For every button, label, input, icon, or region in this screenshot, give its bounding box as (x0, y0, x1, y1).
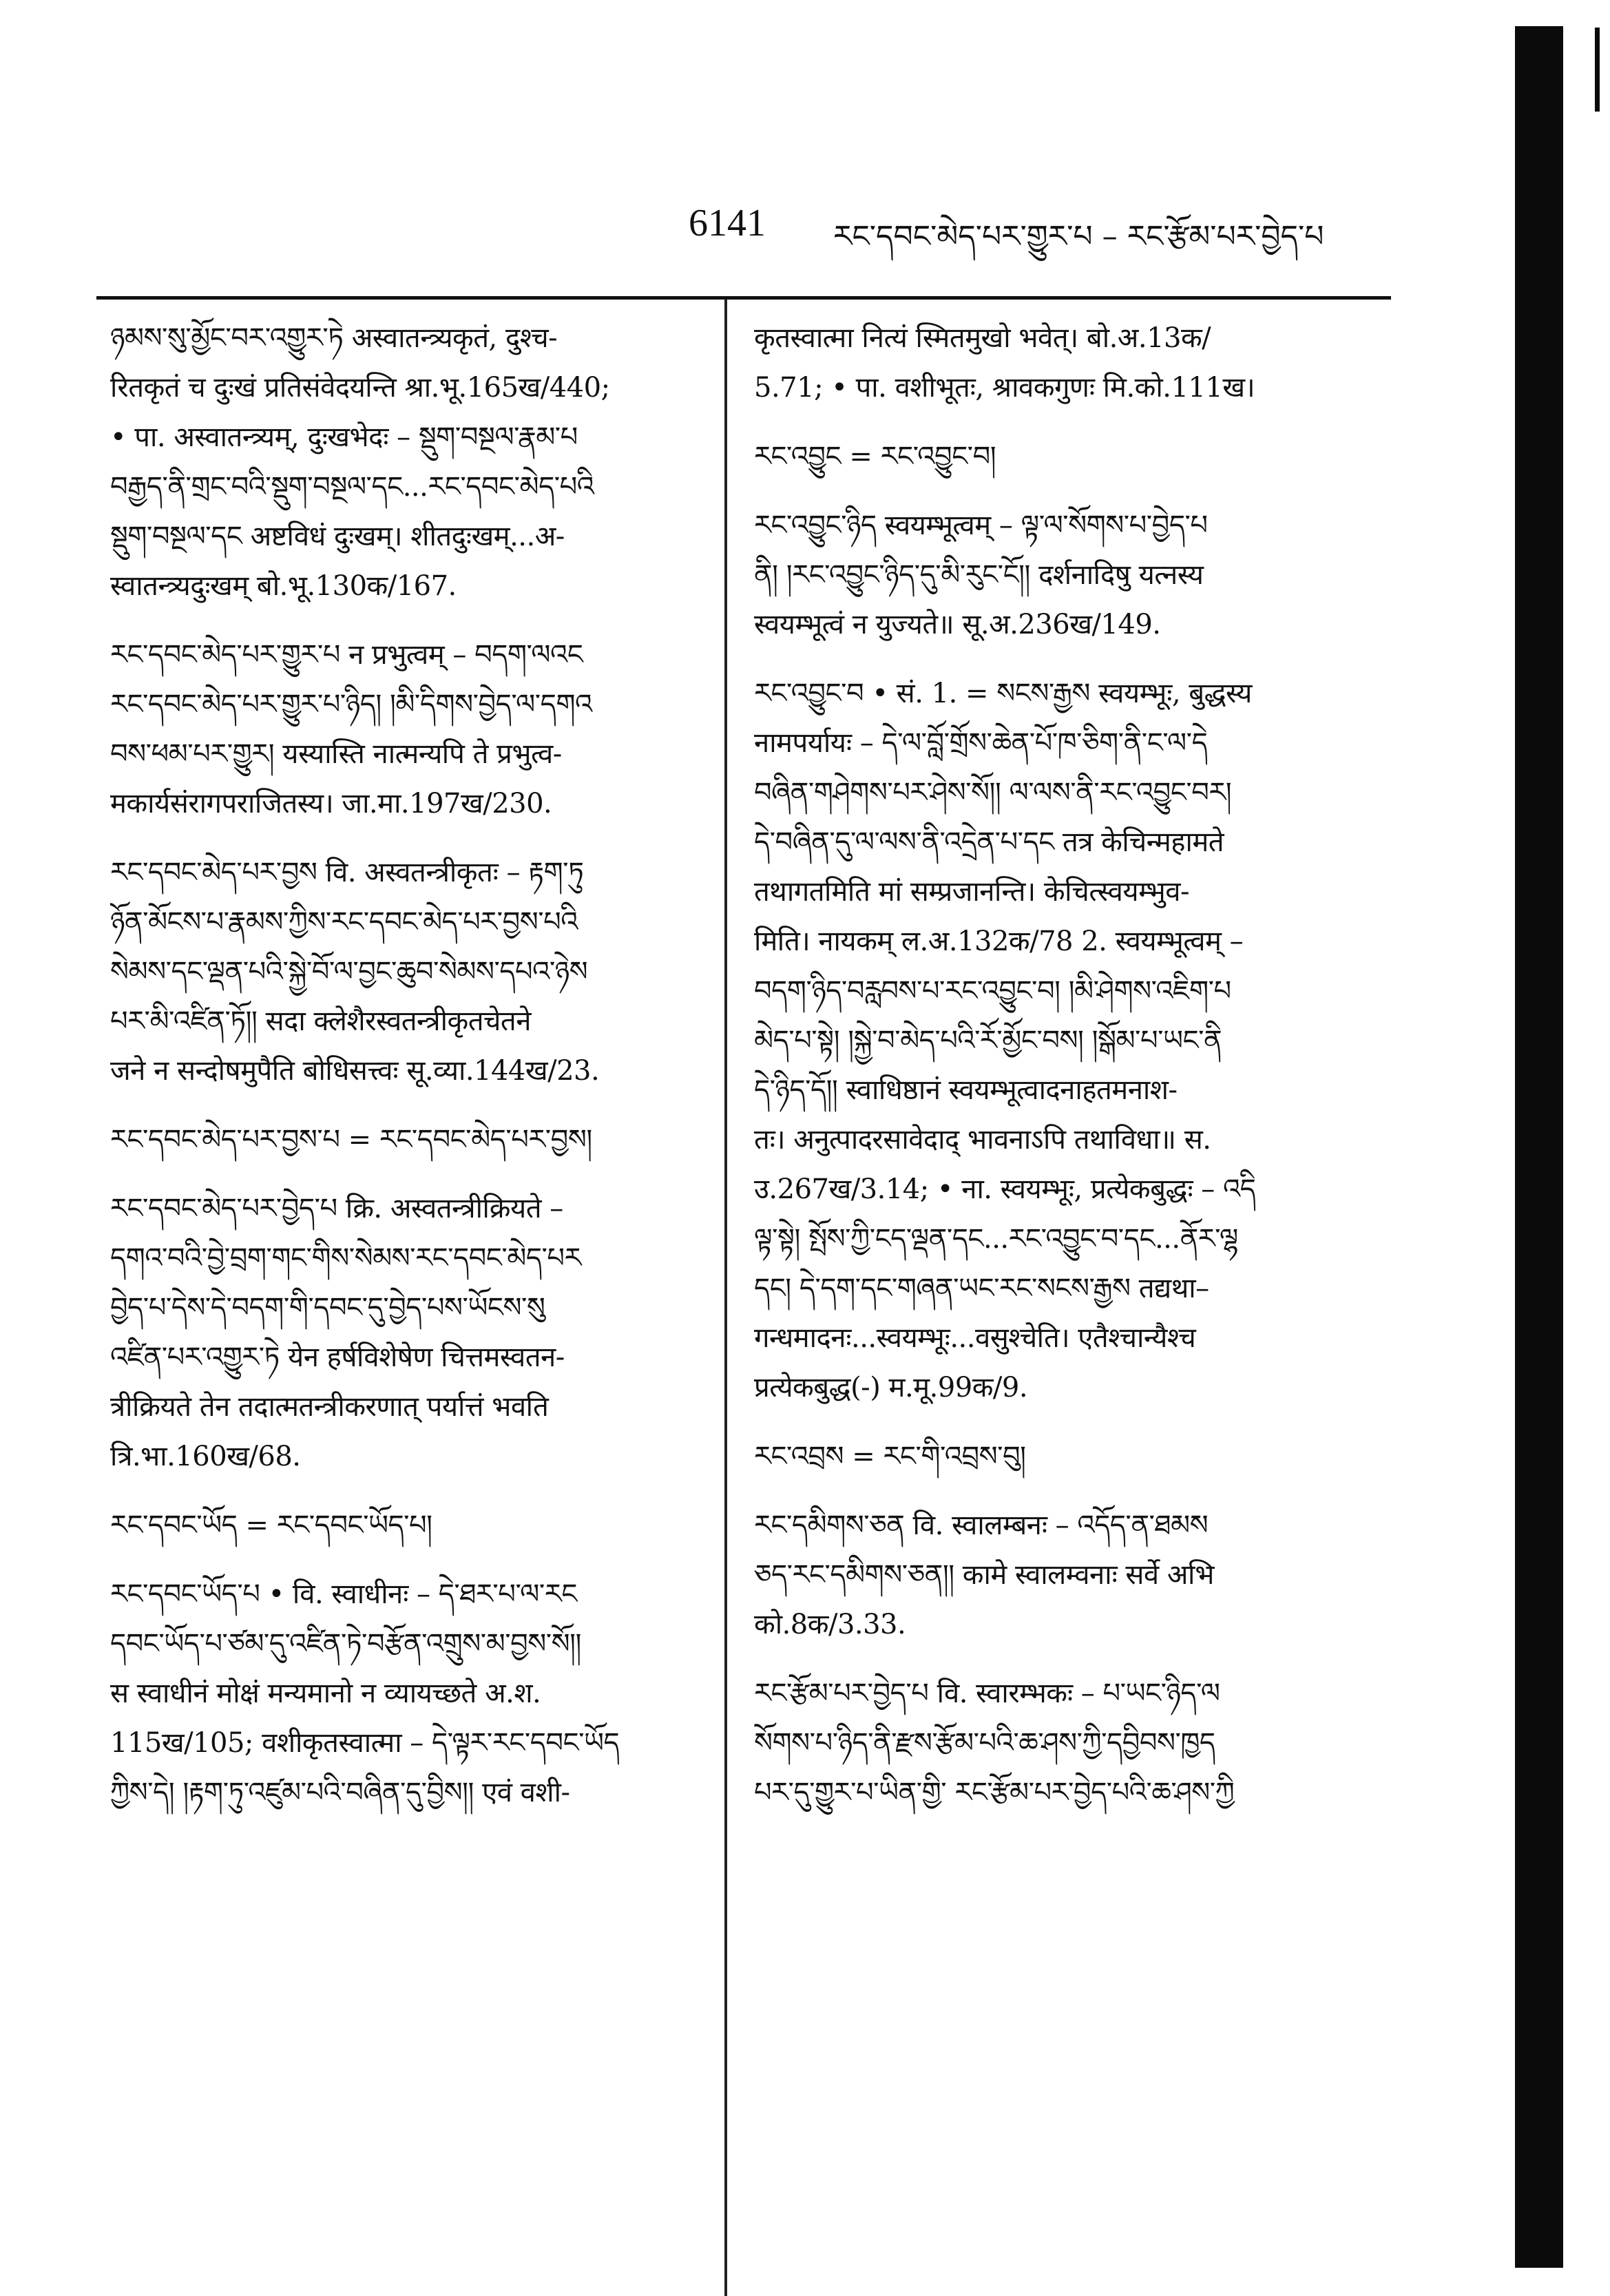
dictionary-entry (754, 501, 1367, 649)
entry-gap (110, 1096, 723, 1115)
dictionary-entry (754, 313, 1367, 413)
entry-gap (754, 649, 1367, 669)
entry-line: स्वयम्भूत्वं न युज्यते॥ सू.अ.236ख/149. (754, 609, 1161, 640)
entry-line: བཞིན་གཤེགས་པར་ཤེས་སོ།། ལ་ལས་ནི་རང་འབྱུང་བར། (754, 777, 1232, 808)
entry-line: རང་དམིགས་ཅན वि. स्वालम्बनः – འདོད་ན་ཐམས (754, 1510, 1209, 1541)
entry-line: བརྒྱད་ནི་གྲང་བའི་སྡུག་བསྔལ་དང...རང་དབང་མེད་པའི (110, 471, 594, 503)
entry-line: प्रत्येकबुद्ध(-) म.मू.99क/9. (754, 1372, 1028, 1403)
dictionary-entry (754, 1432, 1367, 1481)
entry-line: स्वातन्त्र्यदुःखम् बो.भू.130क/167. (110, 570, 457, 602)
entry-line: ཉམས་སུ་མྱོང་བར་འགྱུར་ཏེ अस्वातन्त्र्यकृतं, दुश्च- (110, 322, 558, 354)
entry-line: त्रि.भा.160ख/68. (110, 1441, 301, 1472)
entry-line: རང་རྩོམ་པར་བྱེད་པ वि. स्वारम्भकः – པ་ཡང་ཉིད་ལ (754, 1678, 1220, 1709)
entry-line: དེ་ཉིད་དོ།། स्वाधिष्ठानं स्वयम्भूत्वादनाहतमनाश- (754, 1074, 1178, 1106)
entry-gap (110, 828, 723, 848)
entry-gap (754, 413, 1367, 432)
entry-line: जने न सन्दोषमुपैति बोधिसत्त्वः सू.व्या.144ख/23. (110, 1055, 600, 1087)
entry-line: रितकृतं च दुःखं प्रतिसंवेदयन्ति श्रा.भू.165ख/440; (110, 372, 610, 404)
entry-gap (110, 611, 723, 630)
entry-line: དབང་ཡོད་པ་ཙམ་དུ་འཛིན་ཏེ་བརྩོན་འགྲུས་མ་བྱས་སོ།། (110, 1628, 581, 1660)
entry-line: ནི། །རང་འབྱུང་ཉིད་དུ་མི་རུང་ངོ།། दर्शनादिषु यत्नस्य (754, 559, 1204, 591)
entry-gap (754, 1649, 1367, 1669)
entry-line: मिति। नायकम् ल.अ.132क/78 2. स्वयम्भूत्वम् – (754, 926, 1244, 957)
dictionary-entry (754, 669, 1367, 1412)
entry-line: • पा. अस्वातन्त्र्यम्, दुःखभेदः – སྡུག་བསྔལ་རྣམ་པ (110, 421, 578, 453)
entry-line: 115ख/105; वशीकृतस्वात्मा – དེ་ལྟར་རང་དབང་ཡོད (110, 1727, 620, 1759)
entry-line: རང་དབང་ཡོད = རང་དབང་ཡོད་པ། (110, 1510, 432, 1541)
entry-line: རང་འབྲས = རང་གི་འབྲས་བུ། (754, 1441, 1026, 1472)
entry-line: བདག་ཉིད་བརླབས་པ་རང་འབྱུང་བ། །མི་ཤེགས་འཇིག་པ (754, 975, 1231, 1007)
dictionary-entry (754, 1669, 1367, 1817)
running-head: རང་དབང་མེད་པར་གྱུར་པ – རང་རྩོམ་པར་བྱེད་པ (833, 219, 1324, 254)
entry-line: 5.71; • पा. वशीभूतः, श्रावकगुणः मि.को.111ख। (754, 372, 1255, 404)
entry-line: དེ་བཞིན་དུ་ལ་ལས་ནི་འདྲེན་པ་དང तत्र केचिन्महामते (754, 826, 1224, 858)
entry-line: དགའ་བའི་བྱེ་བྲག་གང་གིས་སེམས་རང་དབང་མེད་པར (110, 1242, 581, 1274)
dictionary-entry (110, 1184, 723, 1481)
entry-line: རང་འབྱུང་ཉིད स्वयम्भूत्वम् – ལྟ་ལ་སོགས་པ་བྱེད་པ (754, 510, 1208, 541)
header-rule (96, 296, 1391, 300)
page-number: 6141 (689, 202, 766, 244)
entry-line: འཛིན་པར་འགྱུར་ཏེ येन हर्षविशेषेण चित्तमस्वतन- (110, 1342, 565, 1373)
entry-line: དང། དེ་དག་དང་གཞན་ཡང་རང་སངས་རྒྱས तद्यथा– (754, 1273, 1209, 1304)
entry-line: རང་དབང་མེད་པར་བྱས वि. अस्वतन्त्रीकृतः – རྟག་ཏུ (110, 857, 584, 888)
entry-line: རང་དབང་མེད་པར་གྱུར་པ་ཉིད། །མི་དིགས་བྱེད་ལ་དགའ (110, 689, 592, 720)
entry-line: तथागतमिति मां सम्प्रजानन्ति। केचित्स्वयम्भुव- (754, 876, 1189, 908)
dictionary-entry (110, 313, 723, 611)
entry-line: མེད་པ་སྟེ། །སྐྱེ་བ་མེད་པའི་རོ་མྱོང་བས། །སྒོམ་པ་ཡང་ནི (754, 1025, 1222, 1056)
scan-edge-bar (1515, 26, 1563, 2268)
entry-line: कृतस्वात्मा नित्यं स्मितमुखो भवेत्। बो.अ.13क/ (754, 322, 1211, 354)
entry-gap (110, 1550, 723, 1569)
entry-line: उ.267ख/3.14; • ना. स्वयम्भूः, प्रत्येकबुद्धः – འདི (754, 1173, 1256, 1205)
entry-line: नामपर्यायः – དེ་ལ་བློ་གྲོས་ཆེན་པོ་ཁ་ཅིག་ནི་ང་ལ་དེ (754, 727, 1208, 759)
entry-line: རང་དབང་མེད་པར་གྱུར་པ न प्रभुत्वम् – བདག་ལའང (110, 639, 583, 671)
entry-line: स स्वाधीनं मोक्षं मन्यमानो न व्यायच्छते अ.श. (110, 1678, 541, 1709)
entry-line: པར་མི་འཛིན་ཏོ།། सदा क्लेशैरस्वतन्त्रीकृतचेतने (110, 1005, 531, 1037)
entry-line: རང་འབྱུང = རང་འབྱུང་བ། (754, 441, 996, 472)
right-column (754, 313, 1367, 1817)
entry-line: བས་ཕམ་པར་གྱུར། यस्यास्ति नात्मन्यपि ते प्रभुत्व- (110, 738, 562, 770)
column-divider (724, 299, 727, 2296)
entry-line: गन्धमादनः...स्वयम्भूः...वसुश्चेति। एतैश्चान्यैश्च (754, 1322, 1196, 1354)
entry-gap (754, 481, 1367, 501)
entry-line: སྡུག་བསྔལ་དང अष्टविधं दुःखम्। शीतदुःखम्...अ- (110, 521, 565, 552)
entry-line: ཅད་རང་དམིགས་ཅན།། कामे स्वालम्वनाः सर्वे अभि (754, 1559, 1214, 1591)
entry-line: རང་དབང་ཡོད་པ • वि. स्वाधीनः – དེ་ཐར་པ་ལ་རང (110, 1578, 577, 1610)
entry-line: तः। अनुत्पादरसावेदाद् भावनाऽपि तथाविधा॥ स. (754, 1124, 1211, 1156)
dictionary-entry (110, 848, 723, 1096)
entry-gap (754, 1481, 1367, 1501)
entry-line: སེམས་དང་ལྡན་པའི་སྐྱེ་བོ་ལ་བྱང་ཆུབ་སེམས་དཔའ་ཉེས (110, 956, 588, 988)
entry-line: को.8क/3.33. (754, 1609, 906, 1640)
entry-line: རང་འབྱུང་བ • सं. 1. = སངས་རྒྱས स्वयम्भूः, बुद्धस्य (754, 678, 1252, 709)
dictionary-entry (754, 1501, 1367, 1649)
entry-gap (110, 1481, 723, 1501)
page-header (689, 180, 1377, 256)
left-column (110, 313, 723, 1817)
entry-line: རང་དབང་མེད་པར་བྱེད་པ क्रि. अस्वतन्त्रीक्रियते – (110, 1193, 563, 1224)
dictionary-entry (110, 630, 723, 828)
dictionary-entry (754, 432, 1367, 481)
entry-gap (754, 1412, 1367, 1432)
dictionary-entry (110, 1115, 723, 1165)
entry-line: मकार्यसंरागपराजितस्य। जा.मा.197ख/230. (110, 788, 552, 820)
dictionary-entry (110, 1569, 723, 1817)
entry-line: ཀྱིས་དེ། །རྟག་ཏུ་འཛུམ་པའི་བཞིན་དུ་བྱིས།། एवं वशी- (110, 1777, 570, 1808)
scan-edge-mark (1595, 28, 1600, 112)
entry-line: त्रीक्रियते तेन तदात्मतन्त्रीकरणात् पर्यात्तं भवति (110, 1391, 549, 1423)
entry-line: པར་དུ་གྱུར་པ་ཡིན་གྱི་ རང་རྩོམ་པར་བྱེད་པའི་ཆ་ཤས་ཀྱི (754, 1777, 1235, 1808)
dictionary-entry (110, 1501, 723, 1550)
entry-line: ཉོན་མོངས་པ་རྣམས་ཀྱིས་རང་དབང་མེད་པར་བྱས་པའི (110, 906, 578, 938)
entry-line: བྱེད་པ་དེས་དེ་བདག་གི་དབང་དུ་བྱེད་པས་ཡོངས་སུ (110, 1292, 545, 1324)
entry-line: ལྟ་སྟེ། སྤོས་ཀྱི་ངད་ལྡན་དང...རང་འབྱུང་བ་དང...ནོར་ལྷ (754, 1223, 1238, 1255)
entry-line: སོགས་པ་ཉིད་ནི་རྫས་རྩོམ་པའི་ཆ་ཤས་ཀྱི་དབྱིབས་ཁྱད (754, 1727, 1215, 1759)
entry-line: རང་དབང་མེད་པར་བྱས་པ = རང་དབང་མེད་པར་བྱས། (110, 1124, 592, 1156)
entry-gap (110, 1165, 723, 1184)
